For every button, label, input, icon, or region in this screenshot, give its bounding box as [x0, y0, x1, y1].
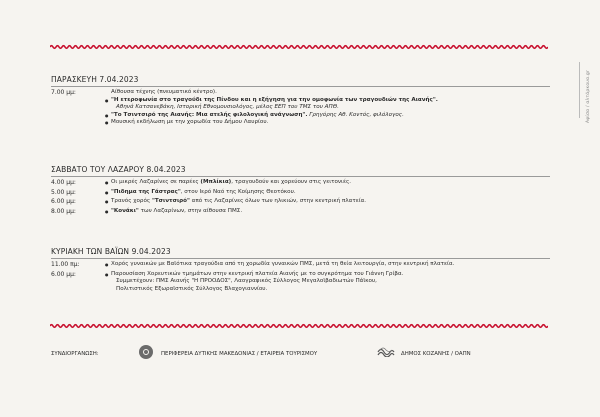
event-row: [51, 261, 551, 269]
section-title: ΠΑΡΑΣΚΕΥΗ 7.04.2023: [51, 75, 139, 84]
event-text: , τραγουδούν και χορεύουν στις γειτονιές.: [231, 179, 352, 185]
event-text: Συμμετέχουν: ΠΜΣ Αιανής "Η ΠΡΟΟΔΟΣ", Λαογραφικός Σύλλογος Μεγαλοϊβαδιωτών Πάϊκου,: [116, 278, 377, 285]
event-text: "Η ετεροφωνία στο τραγούδι της Πίνδου και η εξήγηση για την ομοφωνία των τραγουδιών της Αιανής".: [111, 96, 438, 103]
event-text: (Μπλίκια): [200, 179, 232, 185]
event-time: 6.00 μμ:: [51, 198, 76, 206]
event-line: [111, 89, 551, 97]
side-credit: Αφίσα / αλτάρκουα.gr: [586, 70, 591, 124]
top-wave-divider: [50, 43, 548, 51]
event-line: [111, 208, 551, 216]
event-text: Αθηνά Κατσανεβάκη, Ιστορική Εθνομουσιολόγος, μέλος ΕΕΠ του ΤΜΣ του ΑΠΘ.: [116, 104, 339, 111]
event-details: [111, 208, 551, 216]
bottom-wave-divider: [50, 322, 548, 330]
section-rule: [51, 258, 550, 259]
event-line: [111, 189, 551, 197]
event-line: [111, 261, 551, 269]
event-text: των Λαζαρίνων, στην αίθουσα ΠΜΣ.: [138, 207, 243, 214]
event-row: [51, 179, 551, 187]
event-line: [111, 179, 551, 187]
event-details: [111, 189, 551, 197]
co-organization-label: ΣΥΝΔΙΟΡΓΑΝΩΣΗ:: [51, 351, 99, 357]
event-time: 8.00 μμ:: [51, 207, 76, 215]
event-row: [51, 208, 551, 216]
event-text: , στον Ιερό Ναό της Κοίμησης Θεοτόκου.: [180, 188, 296, 195]
event-details: [111, 89, 551, 127]
event-text: Οι μικρές Λαζαρίνες σε παρέες: [111, 179, 201, 185]
event-line: [116, 104, 551, 112]
event-text: "Τσιντσιρό": [151, 198, 190, 205]
event-row: [51, 89, 551, 127]
event-time: 11.00 πμ:: [51, 261, 80, 268]
event-row: [51, 189, 551, 197]
section-saturday: [51, 165, 551, 215]
section-sunday: [51, 247, 551, 293]
municipality-emblem-icon: [377, 347, 395, 357]
event-time: 6.00 μμ:: [51, 270, 76, 278]
section-rule: [51, 176, 550, 177]
event-row: [51, 271, 551, 294]
event-line: [116, 286, 551, 294]
side-line: [579, 62, 580, 118]
section-title: ΣΑΒΒΑΤΟ ΤΟΥ ΛΑΖΑΡΟΥ 8.04.2023: [51, 165, 186, 174]
event-time: 7.00 μμ:: [51, 89, 76, 96]
organizer-region: ΠΕΡΙΦΕΡΕΙΑ ΔΥΤΙΚΗΣ ΜΑΚΕΔΟΝΙΑΣ / ΕΤΑΙΡΕΙΑ ΤΟΥΡΙΣΜΟΥ: [161, 351, 318, 357]
wave-line: [50, 46, 548, 49]
section-rule: [51, 86, 550, 87]
event-line: [116, 278, 551, 286]
event-text: Αίθουσα τέχνης (πνευματικό κέντρο).: [111, 89, 217, 95]
event-line: [111, 198, 551, 206]
event-row: [51, 198, 551, 206]
event-text: "Πιδημα της Γάστρας": [111, 188, 181, 195]
event-text: Γρηγόρης Αθ. Κοντός, φιλόλογος.: [307, 111, 404, 118]
event-details: [111, 179, 551, 187]
organizer-municipality: ΔΗΜΟΣ ΚΟΖΑΝΗΣ / ΟΑΠΝ: [401, 351, 471, 357]
event-time: 4.00 μμ:: [51, 179, 76, 186]
event-time: 5.00 μμ:: [51, 188, 76, 196]
event-text: "Κονάκι": [111, 207, 139, 214]
event-text: Μουσική εκδήλωση με την χορωδία του Δήμου Λαυρίου.: [111, 119, 269, 126]
event-text: Χορός γυναικών με Βαϊότικα τραγούδια από τη χορωδία γυναικών ΠΜΣ, μετά τη θεία λειτουργία, στην κεντρική πλατεία.: [111, 261, 455, 267]
event-text: Τρανός χορός: [111, 198, 152, 205]
section-title: ΚΥΡΙΑΚΗ ΤΩΝ ΒΑΪΩΝ 9.04.2023: [51, 247, 171, 256]
event-text: από τις Λαζαρίνες όλων των ηλικιών, στην κεντρική πλατεία.: [189, 198, 367, 205]
region-emblem-icon: [139, 345, 153, 359]
wave-line: [50, 325, 548, 328]
event-line: [111, 119, 551, 127]
event-details: [111, 271, 551, 294]
event-details: [111, 261, 551, 269]
event-line: [111, 271, 551, 279]
event-details: [111, 198, 551, 206]
event-line: [111, 97, 551, 105]
event-text: Παρουσίαση Χορευτικών τμημάτων στην κεντρική πλατεία Αιανής με το συγκρότημα του Γιάννη Γρίβα.: [111, 270, 404, 277]
event-text: Πολιτιστικός Εξωραϊστικός Σύλλογος Βλαχογιαννίου.: [116, 285, 268, 292]
section-friday: [51, 75, 551, 127]
event-text: "Το Τσιντσιρό της Αιανής: Μια ατελής φιλολογική ανάγνωση".: [111, 111, 308, 118]
